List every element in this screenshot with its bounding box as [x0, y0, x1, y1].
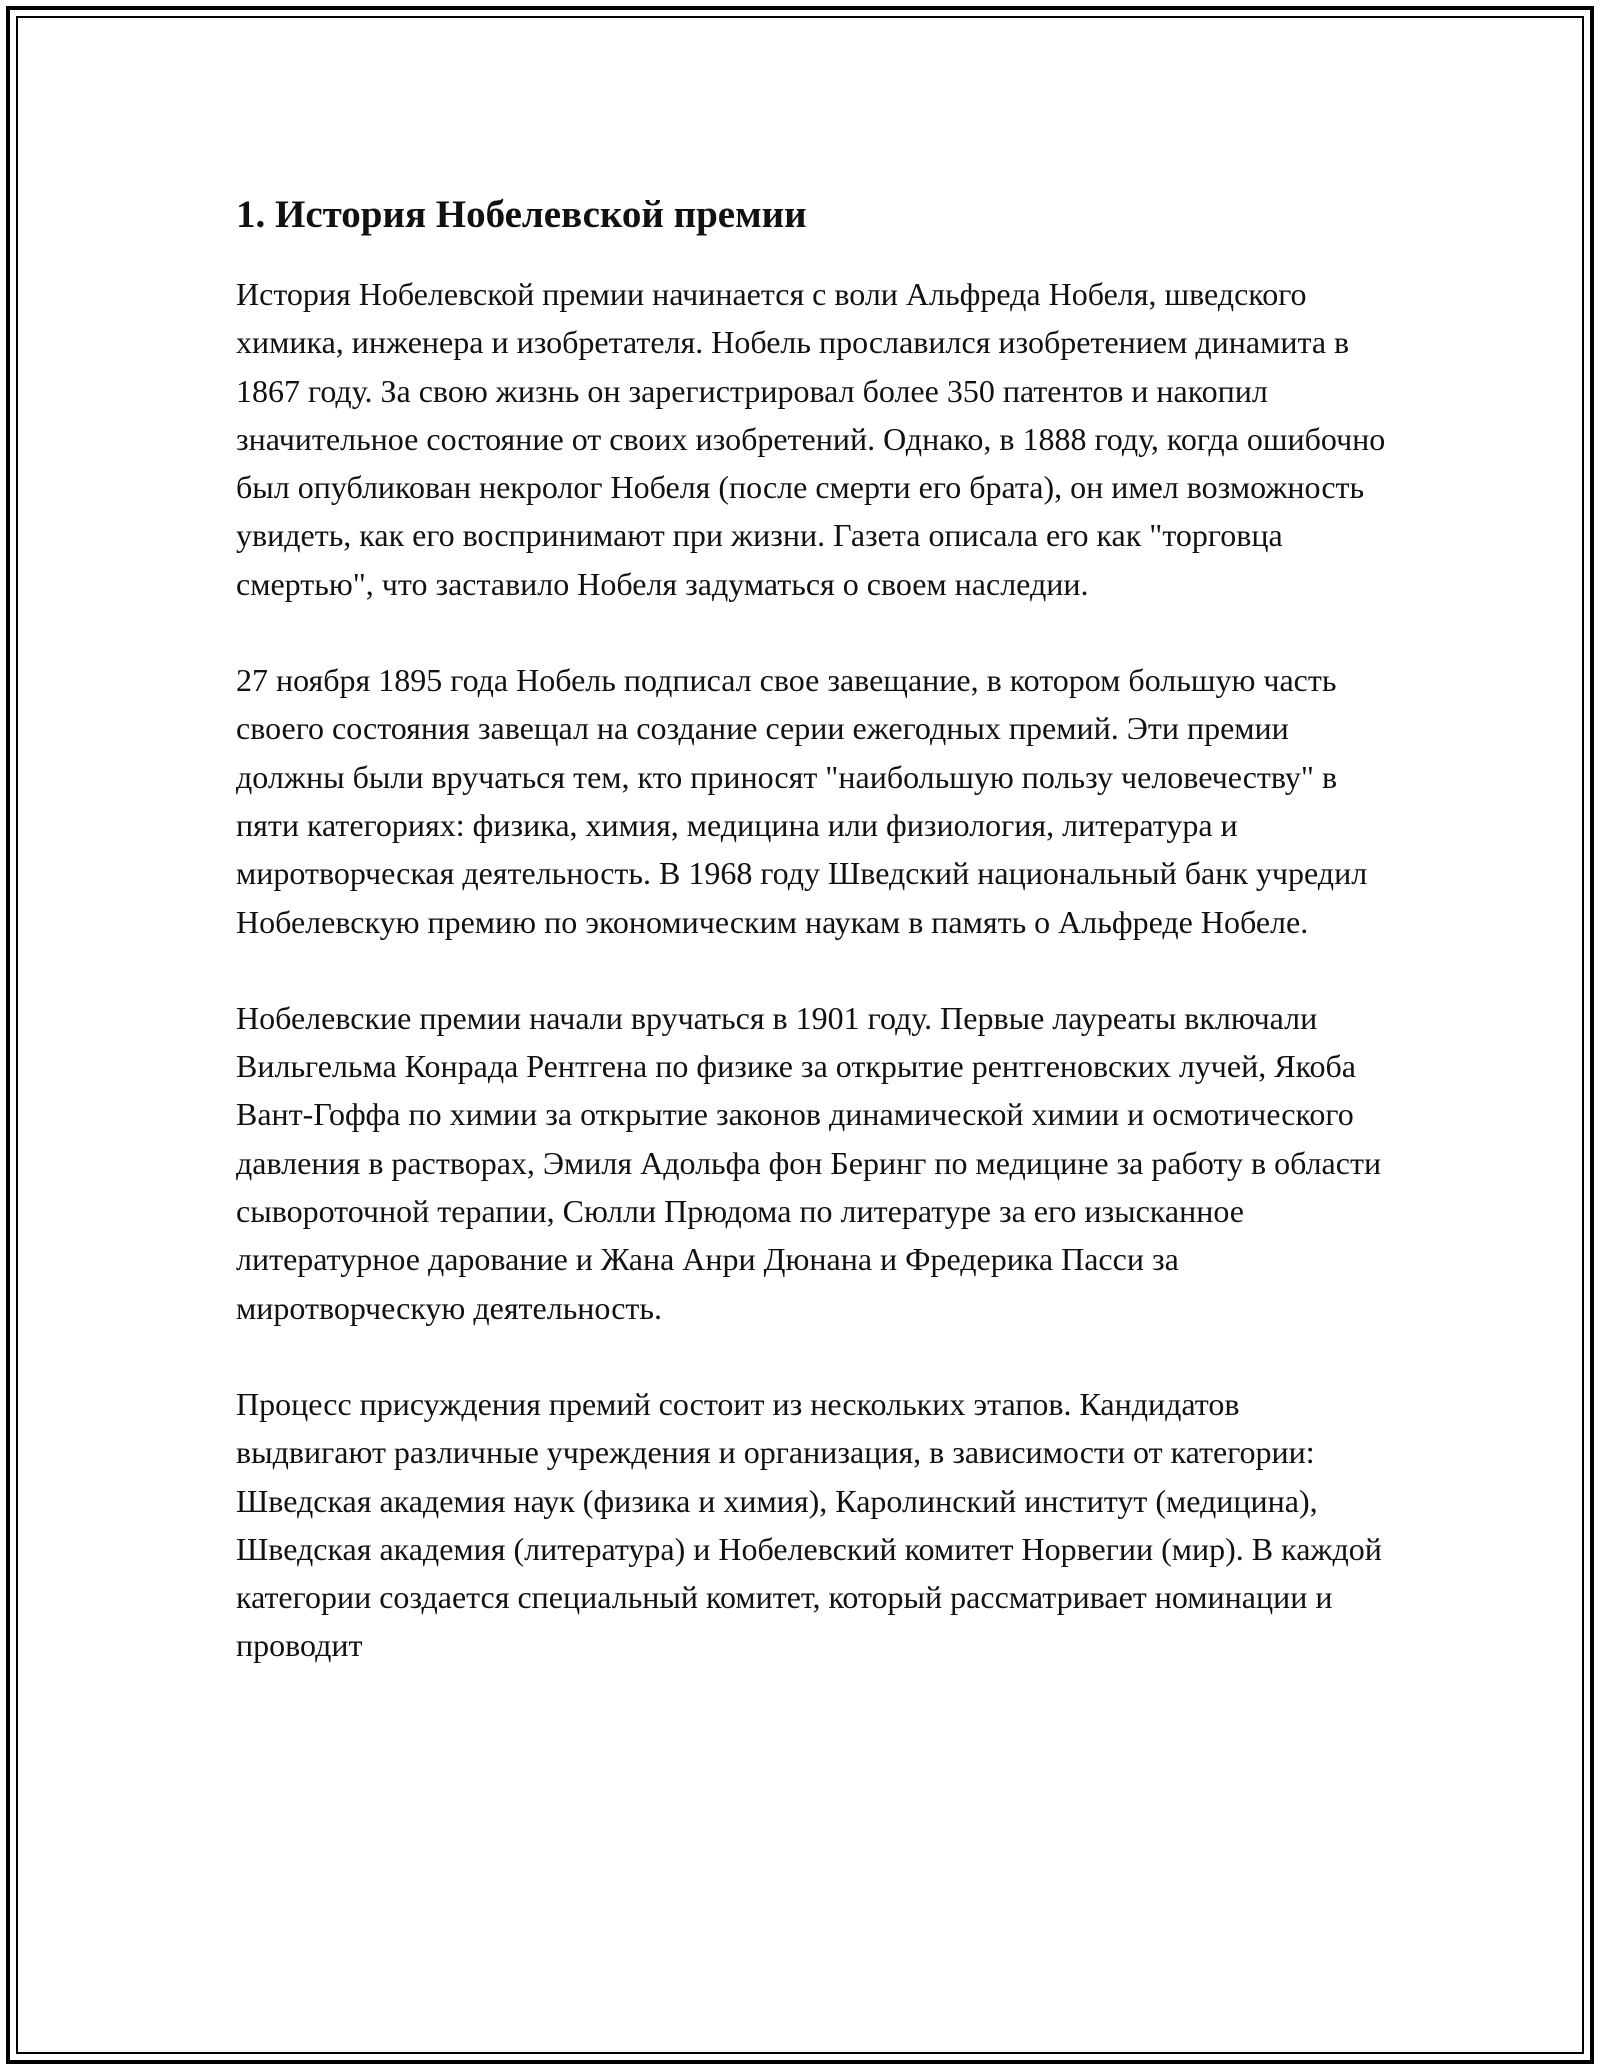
document-body [236, 186, 1386, 1718]
paragraph-first-laureates: Нобелевские премии начали вручаться в 1901 году. Первые лауреаты включали Вильгельма Конрада Рентгена по физике за открытие рентгеновских лучей, Якоба Вант-Гоффа по химии за открытие законов динамической химии и осмотического давления в растворах, Эмиля Адольфа фон Беринг по медицине за работу в области сывороточной терапии, Сюлли Прюдома по литературе за его изысканное литературное дарование и Жана Анри Дюнана и Фредерика Пасси за миротворческую деятельность. [236, 999, 1382, 1326]
paragraph-history: История Нобелевской премии начинается с воли Альфреда Нобеля, шведского химика, инженера и изобретателя. Нобель прославился изобретением динамита в 1867 году. За свою жизнь он зарегистрировал более 350 патентов и накопил значительное состояние от своих изобретений. Однако, в 1888 году, когда ошибочно был опубликован некролог Нобеля (после смерти его брата), он имел возможность увидеть, как его воспринимают при жизни. Газета описала его как "торговца смертью", что заставило Нобеля задуматься о своем наследии. [236, 276, 1386, 602]
paragraph-will: 27 ноября 1895 года Нобель подписал свое завещание, в котором большую часть своего состояния завещал на создание серии ежегодных премий. Эти премии должны были вручаться тем, кто приносят "наибольшую пользу человечеству" в пяти категориях: физика, химия, медицина или физиология, литература и миротворческая деятельность. В 1968 году Шведский национальный банк учредил Нобелевскую премию по экономическим наукам в память о Альфреде Нобеле. [236, 662, 1368, 940]
section-heading: 1. История Нобелевской премии [236, 193, 807, 236]
paragraph-award-process: Процесс присуждения премий состоит из нескольких этапов. Кандидатов выдвигают различные учреждения и организация, в зависимости от категории: Шведская академия наук (физика и химия), Каролинский институт (медицина), Шведская академия (литература) и Нобелевский комитет Норвегии (мир). В каждой категории создается специальный комитет, который рассматривает номинации и проводит [236, 1385, 1382, 1664]
